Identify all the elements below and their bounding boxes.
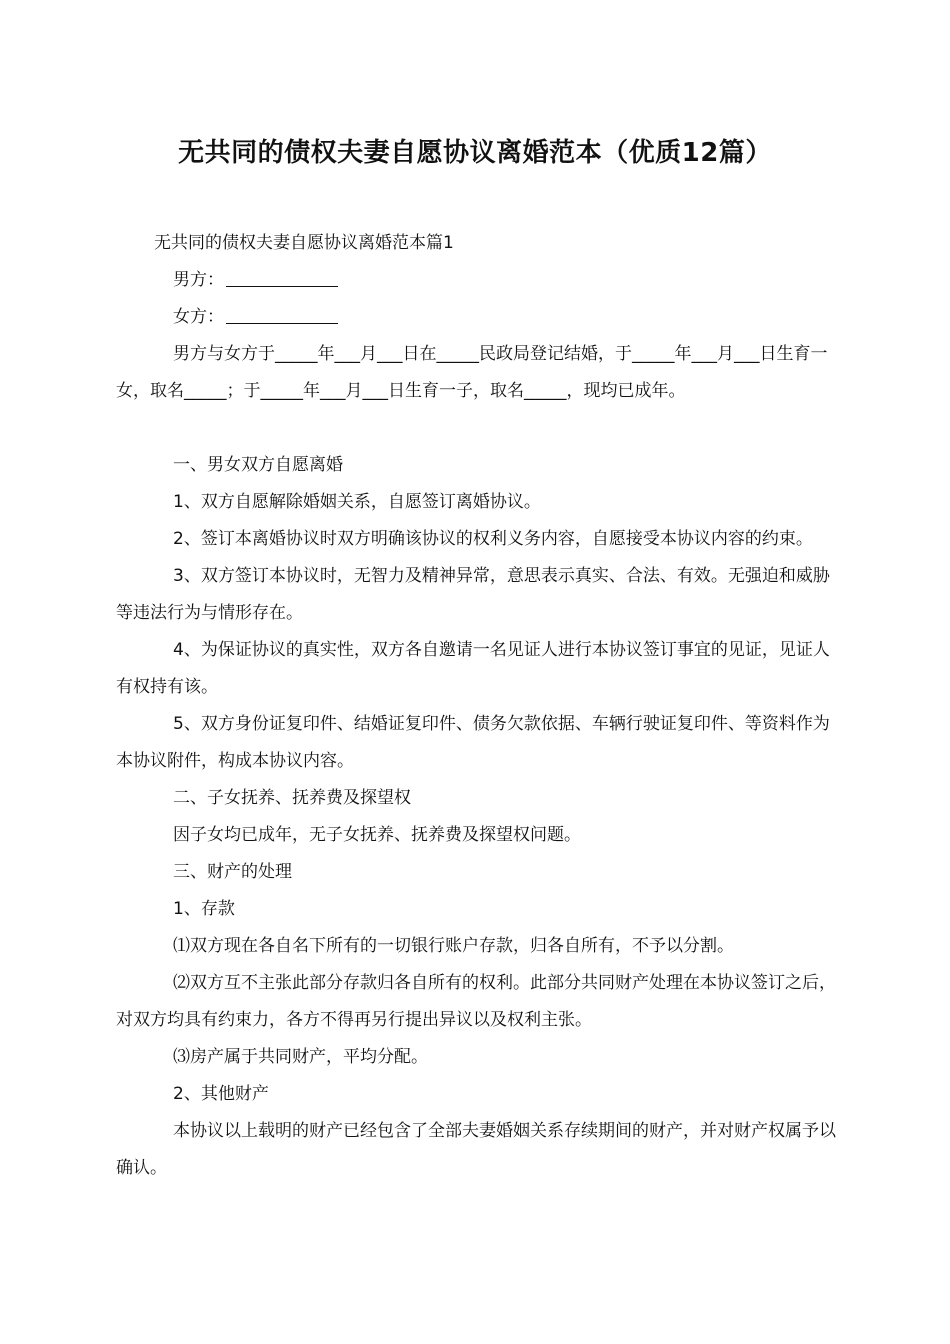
heading-section-1: 一、男女双方自愿离婚 [173,455,343,475]
paragraph-deposit-3: ⑶房产属于共同财产，平均分配。 [173,1047,428,1067]
heading-deposits: 1、存款 [173,899,235,919]
heading-section-2: 二、子女抚养、抚养费及探望权 [173,788,411,808]
document-title: 无共同的债权夫妻自愿协议离婚范本（优质12篇） [178,138,772,168]
heading-other-property: 2、其他财产 [173,1084,269,1104]
paragraph-clause-2: 2、签订本离婚协议时双方明确该协议的权利义务内容，自愿接受本协议内容的约束。 [173,529,813,549]
male-party-blank [226,268,338,287]
paragraph-marriage-info: 男方与女方于_____年___月___日在_____民政局登记结婚，于_____年___月___日生育一女，取名_____；于_____年___月___日生育一子，取名_____，现均已成年。 [116,344,828,401]
paragraph-clause-4: 4、为保证协议的真实性，双方各自邀请一名见证人进行本协议签订事宜的见证，见证人有权持有该。 [116,640,830,697]
section-subtitle: 无共同的债权夫妻自愿协议离婚范本篇1 [154,233,454,253]
paragraph-deposit-1: ⑴双方现在各自名下所有的一切银行账户存款，归各自所有，不予以分割。 [173,936,734,956]
male-party-label: 男方： [173,270,224,290]
paragraph-clause-5: 5、双方身份证复印件、结婚证复印件、债务欠款依据、车辆行驶证复印件、等资料作为本协议附件，构成本协议内容。 [116,714,830,771]
female-party-label: 女方： [173,307,224,327]
heading-section-3: 三、财产的处理 [173,862,292,882]
paragraph-clause-1: 1、双方自愿解除婚姻关系，自愿签订离婚协议。 [173,492,541,512]
paragraph-deposit-2: ⑵双方互不主张此部分存款归各自所有的权利。此部分共同财产处理在本协议签订之后，对双方均具有约束力，各方不得再另行提出异议以及权利主张。 [116,973,836,1030]
paragraph-clause-3: 3、双方签订本协议时，无智力及精神异常，意思表示真实、合法、有效。无强迫和威胁等违法行为与情形存在。 [116,566,830,623]
paragraph-other-property: 本协议以上载明的财产已经包含了全部夫妻婚姻关系存续期间的财产，并对财产权属予以确认。 [116,1121,836,1178]
document-body [116,225,836,1187]
female-party-blank [226,305,338,324]
paragraph-children: 因子女均已成年，无子女抚养、抚养费及探望权问题。 [173,825,581,845]
male-party-line [116,262,836,299]
female-party-line [116,299,836,336]
